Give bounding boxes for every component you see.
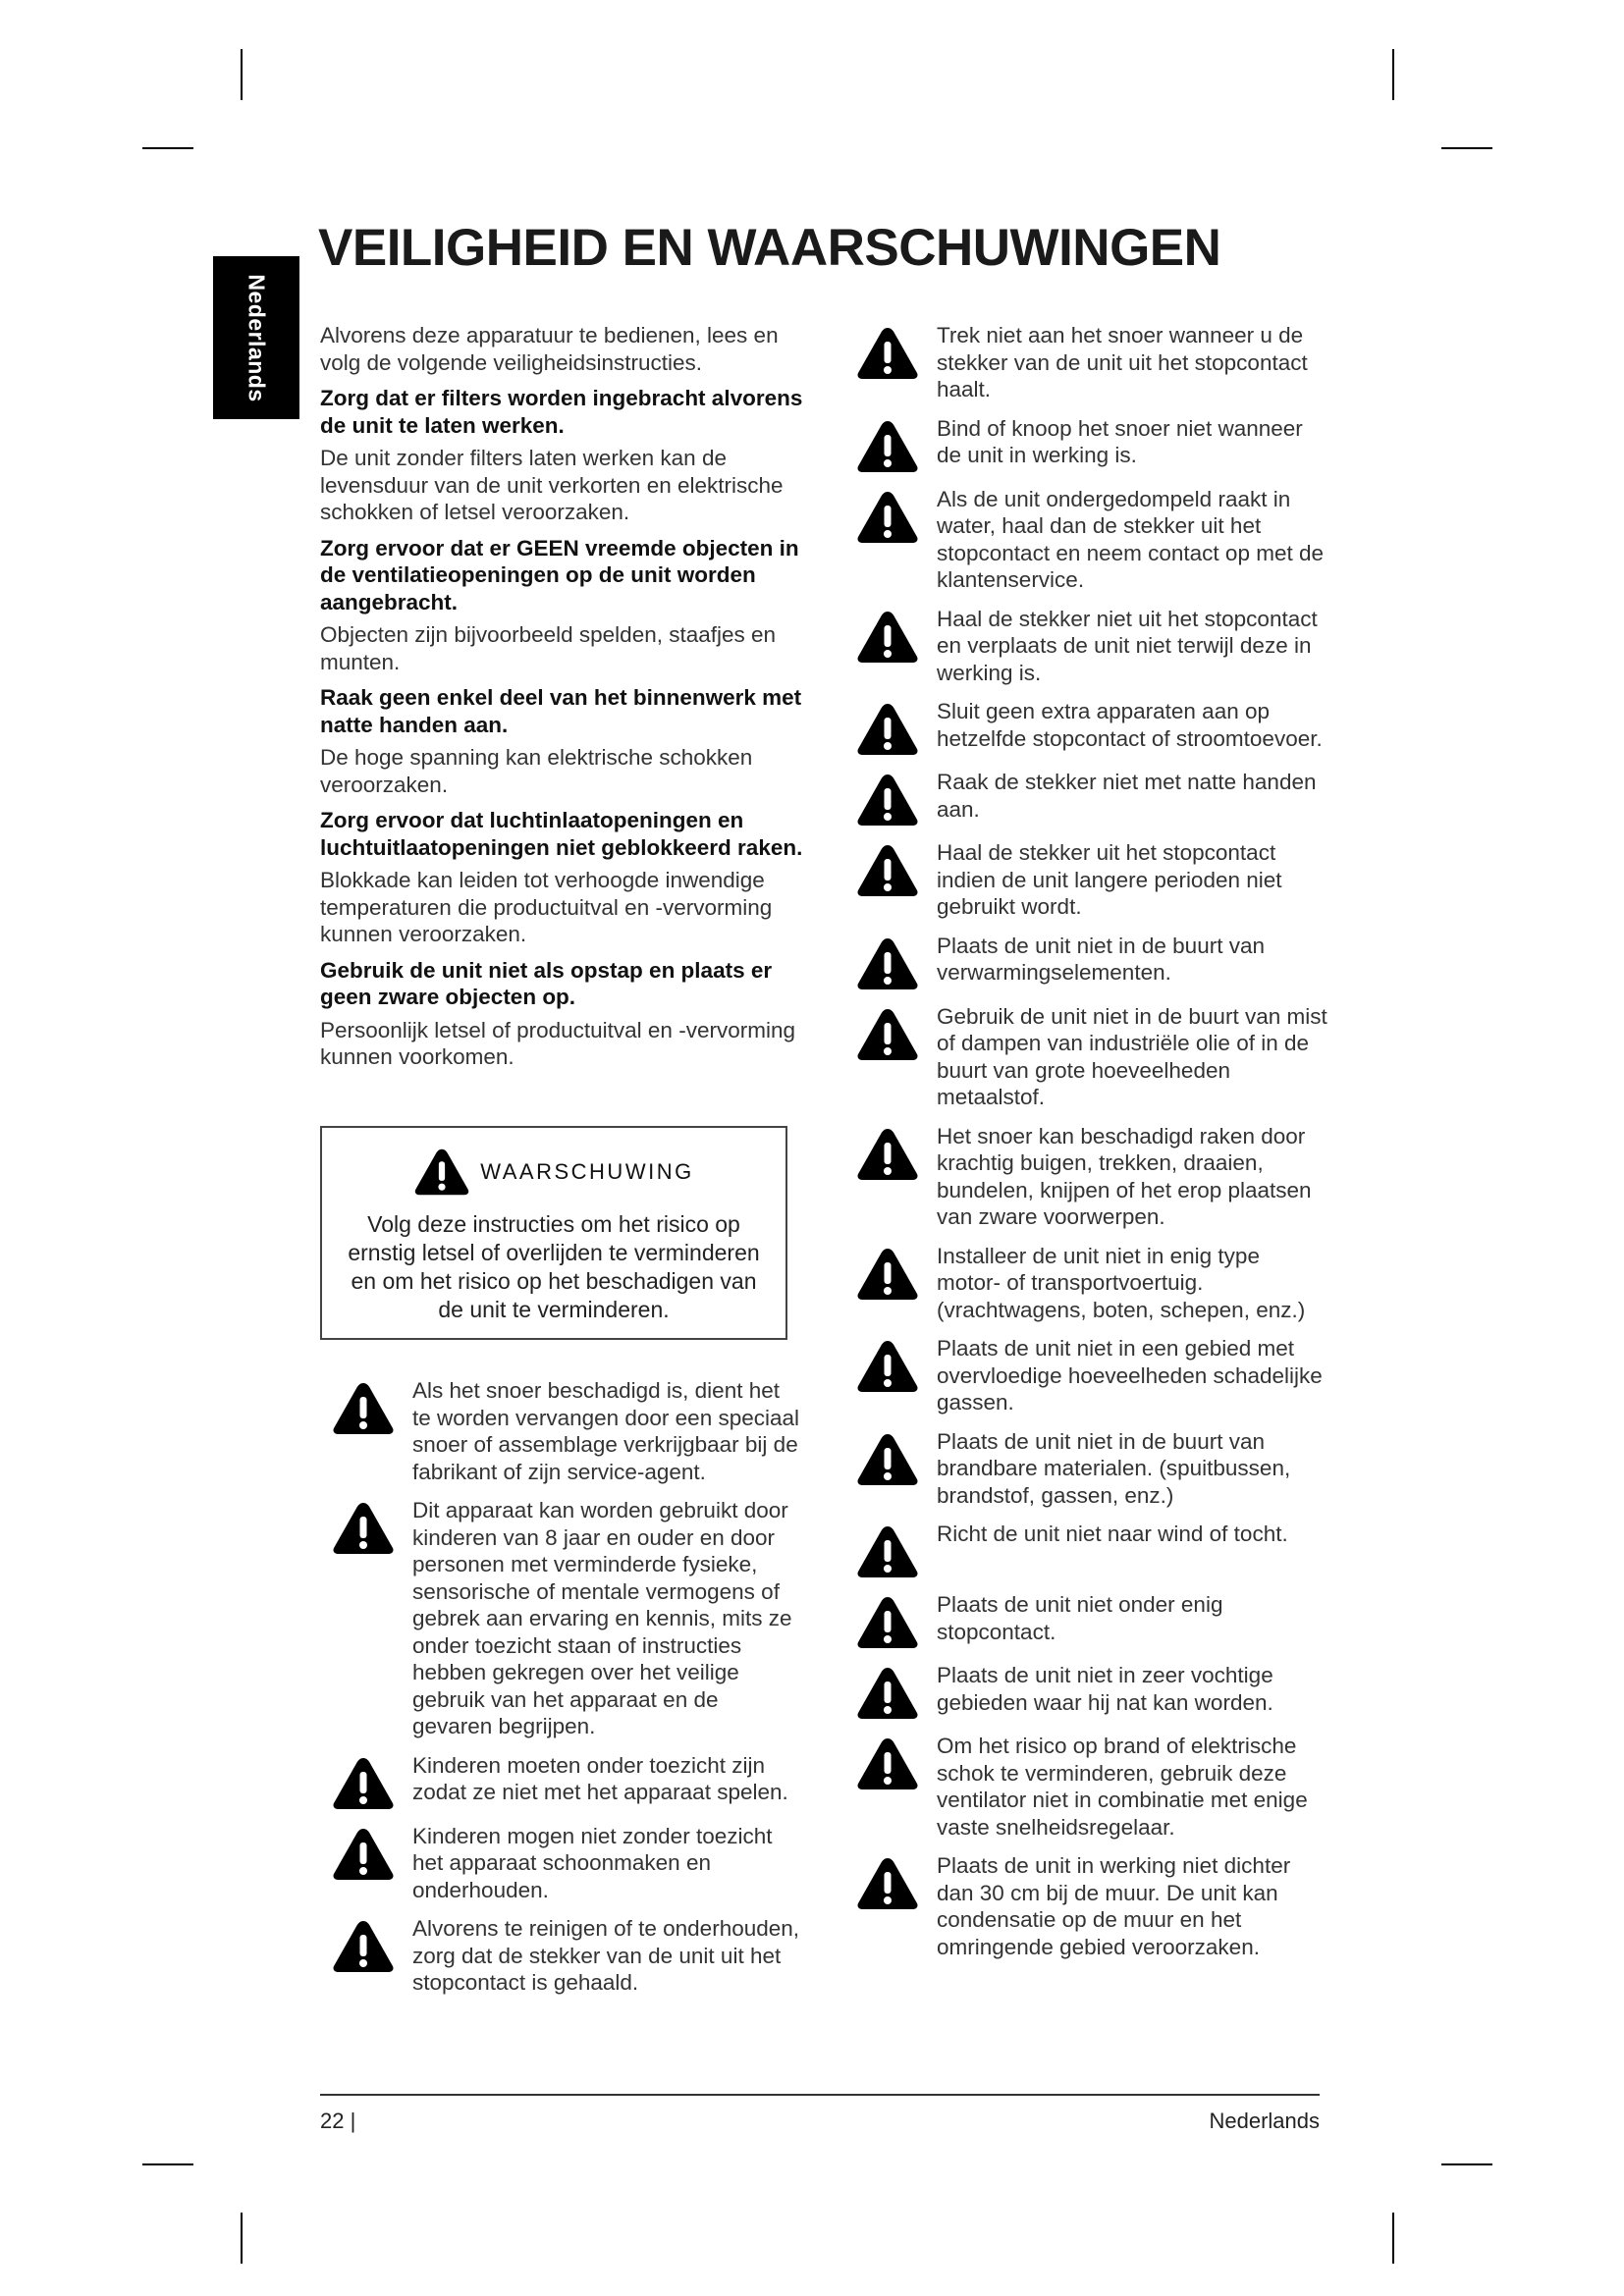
warning-item	[856, 1662, 1327, 1721]
warning-triangle-icon	[856, 1247, 919, 1302]
warning-triangle-icon	[856, 490, 919, 545]
warning-item-text: Sluit geen extra apparaten aan op hetzelfde stopcontact of stroomtoevoer.	[937, 699, 1323, 751]
warning-triangle-icon	[332, 1381, 395, 1436]
warning-item	[332, 1497, 803, 1740]
warning-item	[332, 1915, 803, 1997]
warning-item	[856, 486, 1327, 594]
instruction-heading: Zorg ervoor dat luchtinlaatopeningen en luchtuitlaatopeningen niet geblokkeerd raken.	[320, 808, 803, 860]
warning-item	[856, 1428, 1327, 1510]
warning-triangle-icon	[856, 843, 919, 898]
warning-triangle-icon	[856, 1524, 919, 1579]
warning-item-text: Plaats de unit niet in zeer vochtige gebieden waar hij nat kan worden.	[937, 1663, 1273, 1715]
instruction-text: Persoonlijk letsel of productuitval en -vervorming kunnen voorkomen.	[320, 1017, 795, 1069]
warning-triangle-icon	[856, 1736, 919, 1791]
warning-triangle-icon	[332, 1501, 395, 1556]
warning-box-title: WAARSCHUWING	[480, 1159, 694, 1184]
warning-item-text: Plaats de unit niet in de buurt van verwarmingselementen.	[937, 933, 1265, 985]
warning-triangle-icon	[856, 1856, 919, 1911]
warning-item	[332, 1752, 803, 1811]
warning-item-text: Haal de stekker niet uit het stopcontact en verplaats de unit niet terwijl deze in werking is.	[937, 606, 1318, 685]
footer-language: Nederlands	[1209, 2109, 1320, 2133]
warning-item	[332, 1823, 803, 1904]
warning-item-text: Plaats de unit in werking niet dichter dan 30 cm bij de muur. De unit kan condensatie op de muur en het omringende gebied veroorzaken.	[937, 1853, 1291, 1959]
warning-triangle-icon	[856, 773, 919, 828]
intro-section	[320, 322, 803, 1080]
instruction-text: Objecten zijn bijvoorbeeld spelden, staafjes en munten.	[320, 622, 777, 674]
warning-item	[856, 606, 1327, 687]
warning-item-text: Alvorens te reinigen of te onderhouden, zorg dat de stekker van de unit uit het stopcontact is gehaald.	[412, 1916, 800, 1995]
warning-triangle-icon	[856, 702, 919, 757]
warning-item-text: Om het risico op brand of elektrische schok te verminderen, gebruik deze ventilator niet in combinatie met enige vaste snelheidsregelaar.	[937, 1734, 1308, 1840]
warnings-right-list	[856, 322, 1327, 1972]
warning-item	[332, 1377, 803, 1485]
instruction-heading: Zorg dat er filters worden ingebracht alvorens de unit te laten werken.	[320, 386, 803, 438]
warning-item	[856, 415, 1327, 474]
warning-item	[856, 1733, 1327, 1841]
instruction-heading: Zorg ervoor dat er GEEN vreemde objecten in de ventilatieopeningen op de unit worden aangebracht.	[320, 535, 799, 614]
crop-mark	[1392, 49, 1394, 100]
warning-box-text: Volg deze instructies om het risico op ernstig letsel of overlijden te verminderen en om het risico op het beschadigen van de unit te verminderen.	[348, 1211, 760, 1322]
warning-triangle-icon	[332, 1756, 395, 1811]
warning-triangle-icon	[856, 1007, 919, 1062]
warning-box-heading	[322, 1148, 785, 1197]
crop-mark	[142, 147, 193, 149]
crop-mark	[1392, 2213, 1394, 2264]
warning-triangle-icon	[413, 1148, 470, 1197]
warning-triangle-icon	[856, 1432, 919, 1487]
warning-item	[856, 933, 1327, 991]
warning-item-text: Installeer de unit niet in enig type motor- of transportvoertuig. (vrachtwagens, boten, schepen, enz.)	[937, 1243, 1306, 1322]
instruction-heading: Gebruik de unit niet als opstap en plaats er geen zware objecten op.	[320, 957, 773, 1009]
warning-item-text: Het snoer kan beschadigd raken door krachtig buigen, trekken, draaien, bundelen, knijpen of het erop plaatsen van zware voorwerpen.	[937, 1123, 1312, 1229]
instruction-text: Alvorens deze apparatuur te bedienen, lees en volg de volgende veiligheidsinstructies.	[320, 323, 779, 375]
warning-triangle-icon	[856, 1127, 919, 1182]
warning-box	[320, 1126, 787, 1340]
warning-triangle-icon	[856, 936, 919, 991]
warning-item-text: Kinderen mogen niet zonder toezicht het apparaat schoonmaken en onderhouden.	[412, 1823, 773, 1902]
warning-item-text: Als de unit ondergedompeld raakt in water, haal dan de stekker uit het stopcontact en neem contact op met de klantenservice.	[937, 486, 1324, 592]
warnings-left-list	[332, 1377, 803, 2008]
page-number: 22 |	[320, 2109, 356, 2133]
warning-triangle-icon	[856, 326, 919, 381]
warning-item-text: Gebruik de unit niet in de buurt van mist of dampen van industriële olie of in de buurt van grote hoeveelheden metaalstof.	[937, 1003, 1327, 1109]
warning-item-text: Raak de stekker niet met natte handen aan.	[937, 770, 1317, 822]
side-tab-label: Nederlands	[244, 273, 270, 402]
instruction-heading: Raak geen enkel deel van het binnenwerk met natte handen aan.	[320, 685, 802, 737]
warning-triangle-icon	[856, 1666, 919, 1721]
warning-item	[856, 1123, 1327, 1231]
warning-item	[856, 1335, 1327, 1416]
warning-item-text: Bind of knoop het snoer niet wanneer de unit in werking is.	[937, 415, 1303, 467]
warning-triangle-icon	[856, 610, 919, 665]
warning-item	[856, 769, 1327, 828]
crop-mark	[241, 2213, 243, 2264]
warning-item-text: Plaats de unit niet in de buurt van brandbare materialen. (spuitbussen, brandstof, gassen, enz.)	[937, 1428, 1291, 1508]
warning-item-text: Dit apparaat kan worden gebruikt door kinderen van 8 jaar en ouder en door personen met verminderde fysieke, sensorische of mentale vermogens of gebrek aan ervaring en kennis, mits ze onder toezicht staan of instructies hebben gekregen over het veilige gebruik van het apparaat en de gevaren begrijpen.	[412, 1498, 792, 1738]
instruction-text: De hoge spanning kan elektrische schokken veroorzaken.	[320, 745, 753, 797]
warning-item	[856, 1852, 1327, 1960]
warning-item-text: Trek niet aan het snoer wanneer u de stekker van de unit uit het stopcontact haalt.	[937, 323, 1308, 401]
crop-mark	[241, 49, 243, 100]
warning-item	[856, 1521, 1327, 1579]
instruction-text: De unit zonder filters laten werken kan de levensduur van de unit verkorten en elektrische schokken of letsel veroorzaken.	[320, 446, 784, 524]
warning-triangle-icon	[332, 1827, 395, 1882]
warning-item-text: Kinderen moeten onder toezicht zijn zodat ze niet met het apparaat spelen.	[412, 1752, 788, 1804]
warning-item	[856, 322, 1327, 403]
instruction-text: Blokkade kan leiden tot verhoogde inwendige temperaturen die productuitval en -vervorming kunnen veroorzaken.	[320, 868, 773, 946]
warning-triangle-icon	[856, 419, 919, 474]
warning-item	[856, 839, 1327, 921]
warning-item	[856, 1243, 1327, 1324]
crop-mark	[1441, 147, 1492, 149]
warning-item-text: Plaats de unit niet in een gebied met overvloedige hoeveelheden schadelijke gassen.	[937, 1336, 1323, 1415]
warning-item-text: Als het snoer beschadigd is, dient het te worden vervangen door een speciaal snoer of assemblage verkrijgbaar bij de fabrikant of zijn service-agent.	[412, 1378, 800, 1484]
page-title: VEILIGHEID EN WAARSCHUWINGEN	[318, 219, 1221, 277]
warning-item-text: Plaats de unit niet onder enig stopcontact.	[937, 1592, 1223, 1644]
warning-triangle-icon	[856, 1595, 919, 1650]
warning-item	[856, 1591, 1327, 1650]
warning-item	[856, 698, 1327, 757]
footer-rule	[320, 2094, 1320, 2096]
warning-item	[856, 1003, 1327, 1111]
warning-item-text: Haal de stekker uit het stopcontact indien de unit langere perioden niet gebruikt wordt.	[937, 840, 1282, 919]
warning-triangle-icon	[332, 1919, 395, 1974]
crop-mark	[142, 2163, 193, 2165]
warning-triangle-icon	[856, 1339, 919, 1394]
crop-mark	[1441, 2163, 1492, 2165]
language-side-tab	[213, 256, 299, 419]
warning-item-text: Richt de unit niet naar wind of tocht.	[937, 1522, 1288, 1546]
